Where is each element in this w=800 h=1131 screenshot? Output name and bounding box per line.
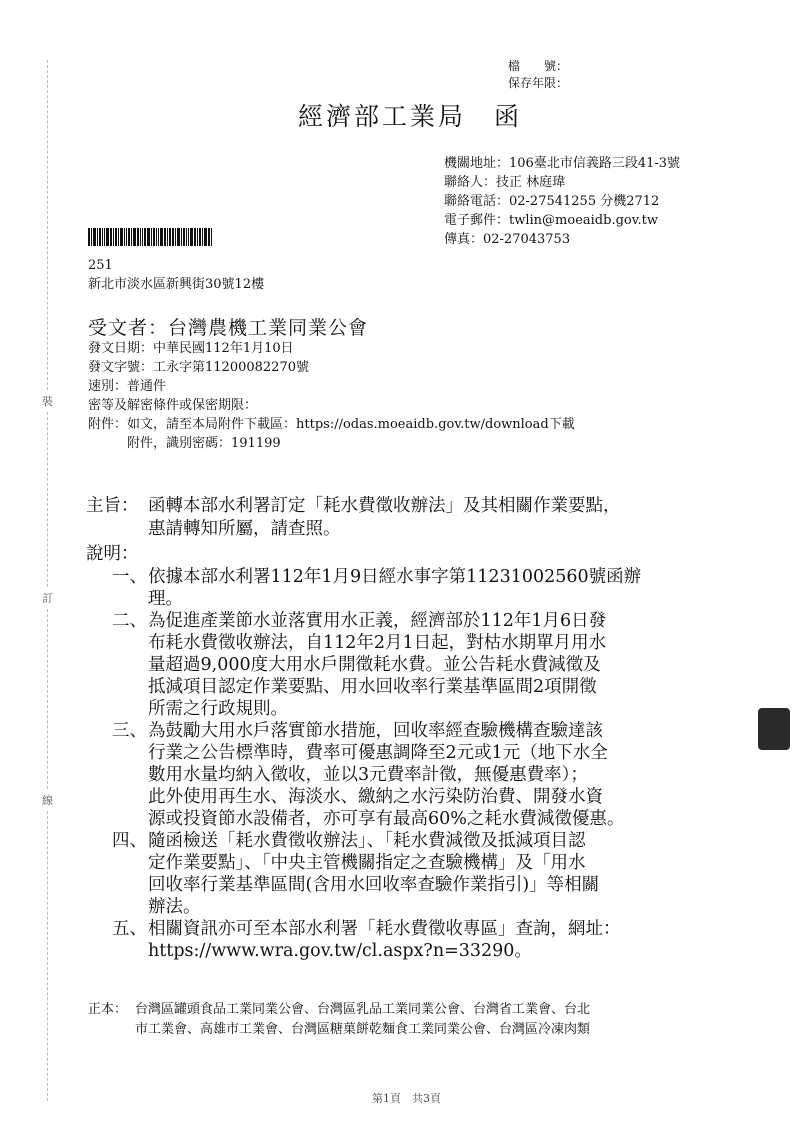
subject-line-2: 惠請轉知所屬，請查照。: [148, 519, 341, 539]
explanation-line: 布耗水費徵收辦法，自112年2月1日起，對枯水期單月用水: [148, 633, 607, 653]
explanation-line: https://www.wra.gov.tw/cl.aspx?n=33290。: [148, 941, 532, 961]
explanation-item-number: 三、: [112, 721, 147, 741]
delivery-speed: 速別：普通件: [88, 379, 167, 394]
binding-line: [47, 412, 48, 587]
attachment-code: 附件，識別密碼：191199: [127, 436, 281, 451]
explanation-list: [112, 566, 641, 962]
explanation-item: [112, 830, 641, 918]
recipient-postal-code: 251: [88, 258, 113, 273]
explanation-line: 行業之公告標準時，費率可優惠調降至2元或1元（地下水全: [148, 743, 608, 763]
file-number-label: 檔 號：: [508, 59, 569, 73]
document-number: 發文字號：工永字第11200082270號: [88, 360, 309, 375]
binding-line: [47, 60, 48, 390]
explanation-item-body: [148, 830, 599, 918]
explanation-item-body: [148, 918, 621, 962]
binding-mark-xian: 線: [42, 794, 53, 807]
explanation-line: 為促進產業節水並落實用水正義，經濟部於112年1月6日發: [148, 611, 607, 631]
sender-email: 電子郵件：twlin@moeaidb.gov.tw: [444, 213, 659, 228]
explanation-item-number: 一、: [112, 567, 147, 587]
explanation-label: 說明：: [86, 544, 139, 564]
explanation-item: [112, 720, 641, 830]
sender-contact: 聯絡人：技正 林庭瑋: [444, 175, 566, 190]
subject-label: 主旨：: [86, 496, 139, 516]
explanation-line: 源或投資節水設備者，亦可享有最高60%之耗水費減徵優惠。: [148, 809, 625, 829]
explanation-item: [112, 566, 641, 610]
issue-date: 發文日期：中華民國112年1月10日: [88, 341, 294, 356]
explanation-item: [112, 610, 641, 720]
explanation-line: 為鼓勵大用水戶落實節水措施，回收率經查驗機構查驗達該: [148, 721, 603, 741]
explanation-line: 理。: [148, 589, 183, 609]
retention-period-label: 保存年限：: [508, 76, 569, 90]
secrecy-level: 密等及解密條件或保密期限：: [88, 398, 258, 413]
explanation-line: 定作業要點」、「中央主管機關指定之查驗機構」及「用水: [148, 853, 586, 873]
copies-line-1: 台灣區罐頭食品工業同業公會、台灣區乳品工業同業公會、台灣省工業會、台北: [135, 1002, 591, 1017]
copies-line-2: 市工業會、高雄市工業會、台灣區糖菓餅乾麵食工業同業公會、台灣區冷凍肉類: [135, 1022, 591, 1037]
sender-block: [444, 154, 680, 249]
explanation-line: 相關資訊亦可至本部水利署「耗水費徵收專區」查詢，網址：: [148, 919, 621, 939]
explanation-item-body: [148, 720, 624, 830]
binding-line: [47, 609, 48, 789]
subject-line-1: 函轉本部水利署訂定「耗水費徵收辦法」及其相關作業要點，: [148, 496, 621, 516]
binding-line: [47, 811, 48, 1101]
explanation-line: 數用水量均納入徵收，並以3元費率計徵，無優惠費率）；: [148, 765, 588, 785]
explanation-item-number: 四、: [112, 831, 147, 851]
explanation-item-number: 五、: [112, 919, 147, 939]
recipient-street-address: 新北市淡水區新興街30號12樓: [88, 277, 265, 292]
explanation-line: 抵減項目認定作業要點、用水回收率行業基準區間2項開徵: [148, 677, 597, 697]
sender-address: 機關地址：106臺北市信義路三段41-3號: [444, 156, 681, 171]
explanation-line: 隨函檢送「耗水費徵收辦法」、「耗水費減徵及抵減項目認: [148, 831, 586, 851]
document-title: 經濟部工業局 函: [298, 102, 523, 131]
explanation-item-number: 二、: [112, 611, 147, 631]
page-number: 第1頁 共3頁: [372, 1092, 441, 1105]
seal-stamp: [758, 708, 790, 750]
sender-fax: 傳真：02-27043753: [444, 232, 571, 247]
explanation-item-body: [148, 566, 641, 610]
explanation-line: 量超過9,000度大用水戶開徵耗水費。並公告耗水費減徵及: [148, 655, 601, 675]
explanation-line: 此外使用再生水、海淡水、繳納之水污染防治費、開發水資: [148, 787, 603, 807]
binding-mark-ding: 訂: [42, 592, 53, 605]
explanation-line: 所需之行政規則。: [148, 699, 288, 719]
binding-mark-zhuang: 裝: [42, 395, 53, 408]
explanation-item: [112, 918, 641, 962]
barcode: [88, 228, 212, 246]
attachment: 附件：如文，請至本局附件下載區：https://odas.moeaidb.gov.tw/download下載: [88, 417, 575, 432]
explanation-item-body: [148, 610, 606, 720]
copies-label: 正本：: [88, 1002, 128, 1017]
explanation-line: 辦法。: [148, 897, 201, 917]
sender-phone: 聯絡電話：02-27541255 分機2712: [444, 194, 660, 209]
document-meta: [88, 339, 575, 453]
recipient: 受文者：台灣農機工業同業公會: [88, 317, 369, 339]
explanation-line: 依據本部水利署112年1月9日經水事字第11231002560號函辦: [148, 567, 642, 587]
explanation-line: 回收率行業基準區間(含用水回收率查驗作業指引)」等相關: [148, 875, 600, 895]
